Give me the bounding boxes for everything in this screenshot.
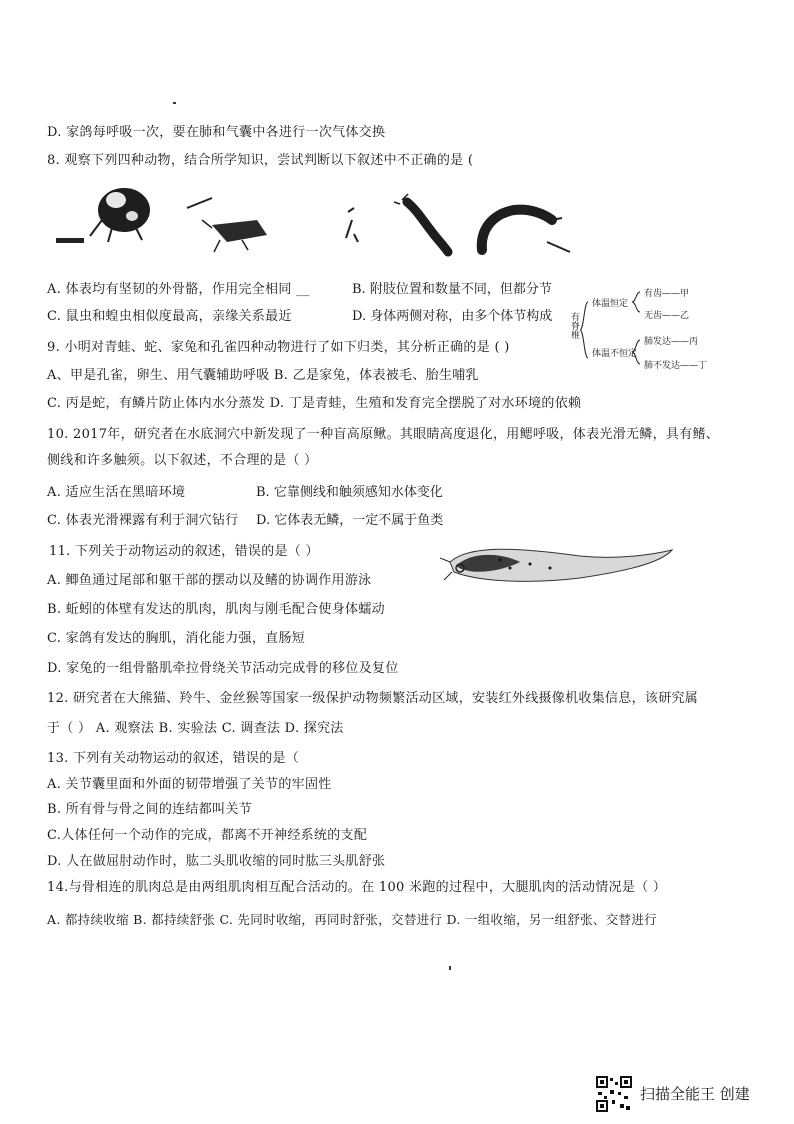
tree-leaf-1: 有齿——甲 (644, 289, 690, 299)
option-13b: B. 所有骨与骨之间的连结都叫关节 (47, 802, 252, 817)
beetle-icon (56, 188, 150, 243)
speck (449, 966, 451, 970)
question-12: 12. 研究者在大熊猫、羚牛、金丝猴等国家一级保护动物频繁活动区域，安装红外线摄像机收集信息，该研究属 (47, 691, 699, 706)
question-10-cont: 侧线和许多触须。以下叙述，不合理的是（ ） (47, 453, 318, 468)
question-11: 11. 下列关于动物运动的叙述，错误的是（ ） (49, 544, 319, 559)
option-9ab: A、甲是孔雀，卵生、用气囊辅助呼吸 B. 乙是家兔，体表被毛、胎生哺乳 (47, 368, 479, 383)
tree-leaf-2: 无齿——乙 (644, 311, 690, 321)
option-8a: A. 体表均有坚韧的外骨骼，作用完全相同 __ (47, 282, 310, 297)
question-13: 13. 下列有关动物运动的叙述，错误的是（ (47, 751, 300, 766)
option-10c: C. 体表光滑裸露有利于洞穴钻行 (47, 513, 239, 528)
option-13c: C.人体任何一个动作的完成，都离不开神经系统的支配 (47, 828, 368, 843)
centipede-icon (346, 194, 448, 252)
shrimp-icon (482, 210, 570, 252)
speck (173, 102, 176, 104)
tree-branch-2: 体温不恒定 (592, 349, 638, 359)
option-11d: D. 家兔的一组骨骼肌牵拉骨绕关节活动完成骨的移位及复位 (47, 661, 399, 676)
question-14: 14.与骨相连的肌肉总是由两组肌肉相互配合活动的。在 100 米跑的过程中，大腿肌肉的活动情况是（ ） (47, 880, 667, 895)
option-13a: A. 关节囊里面和外面的韧带增强了关节的牢固性 (47, 777, 332, 792)
fish-icon (440, 549, 672, 581)
question-12-options: 于（ ） A. 观察法 B. 实验法 C. 调查法 D. 探究法 (47, 721, 344, 736)
tree-leaf-3: 肺发达——丙 (644, 337, 699, 347)
question-8: 8. 观察下列四种动物，结合所学知识，尝试判断以下叙述中不正确的是 ( (47, 153, 474, 168)
option-11b: B. 蚯蚓的体壁有发达的肌肉，肌肉与刚毛配合使身体蠕动 (47, 602, 385, 617)
option-11a: A. 鲫鱼通过尾部和躯干部的摆动以及鳍的协调作用游泳 (47, 573, 372, 588)
option-8c: C. 鼠虫和蝗虫相似度最高，亲缘关系最近 (47, 309, 292, 324)
option-8d: D. 身体两侧对称，由多个体节构成 (352, 309, 553, 324)
classification-tree (568, 282, 728, 378)
tree-root: 有脊椎 (569, 312, 579, 339)
fish-figure (440, 538, 680, 594)
tree-leaf-4: 肺不发达——丁 (644, 361, 708, 371)
tree-branch-1: 体温恒定 (592, 299, 629, 309)
locust-icon (187, 198, 267, 252)
option-8b: B. 附肢位置和数量不同，但都分节 (352, 282, 552, 297)
option-9cd: C. 丙是蛇，有鳞片防止体内水分蒸发 D. 丁是青蛙，生殖和发育完全摆脱了对水环境的依赖 (47, 396, 582, 411)
question-10: 10. 2017年，研究者在水底洞穴中新发现了一种盲高原鳅。其眼睛高度退化，用鳃呼吸，体表光滑无鳞，具有鳍、 (47, 427, 720, 442)
option-14: A. 都持续收缩 B. 都持续舒张 C. 先同时收缩，再同时舒张，交替进行 D. 一组收缩，另一组舒张、交替进行 (47, 912, 657, 927)
option-10d: D. 它体表无鳞，一定不属于鱼类 (256, 513, 444, 528)
option-11c: C. 家鸽有发达的胸肌，消化能力强，直肠短 (47, 631, 306, 646)
qr-code-icon (596, 1076, 632, 1112)
option-10b: B. 它靠侧线和触须感知水体变化 (256, 485, 443, 500)
option-10a: A. 适应生活在黑暗环境 (47, 485, 186, 500)
option-7d: D. 家鸽每呼吸一次，要在肺和气囊中各进行一次气体交换 (47, 125, 386, 140)
animals-figure (52, 180, 572, 260)
watermark-text: 扫描全能王 创建 (640, 1085, 750, 1103)
option-13d: D. 人在做屈肘动作时，肱二头肌收缩的同时肱三头肌舒张 (47, 854, 386, 869)
question-9: 9. 小明对青蛙、蛇、家兔和孔雀四种动物进行了如下归类，其分析正确的是 ( ) (47, 340, 510, 355)
